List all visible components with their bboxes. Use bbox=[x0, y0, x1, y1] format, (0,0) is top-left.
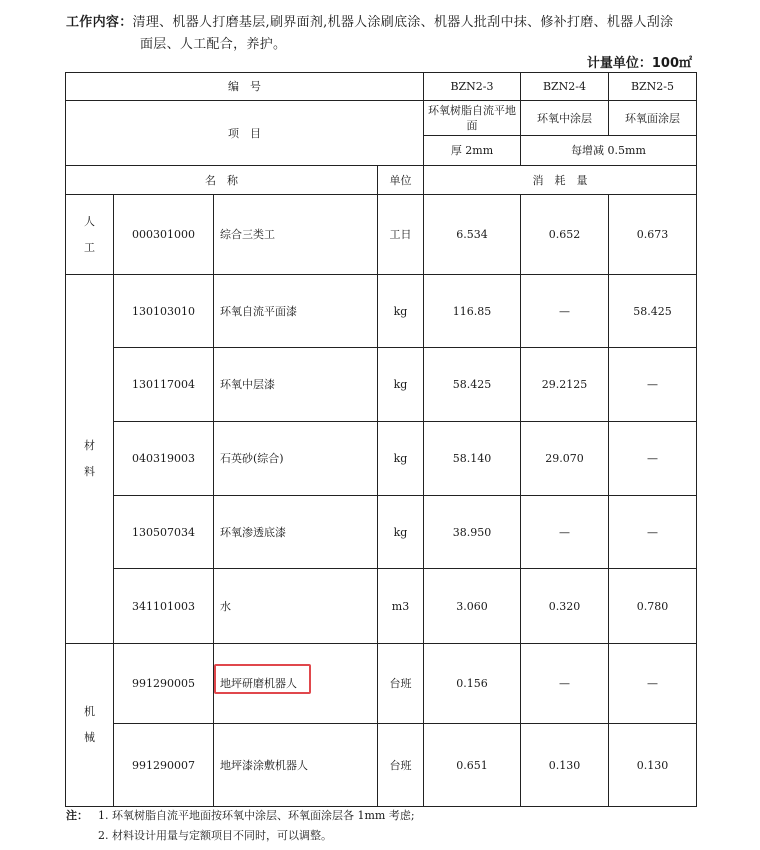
table-row bbox=[66, 724, 697, 807]
row-name: 地坪漆涂敷机器人 bbox=[214, 724, 378, 807]
work-content bbox=[66, 12, 706, 56]
table-row bbox=[66, 348, 697, 422]
row-name: 水 bbox=[214, 569, 378, 644]
row-unit: 台班 bbox=[378, 724, 424, 807]
row-value-3: 0.130 bbox=[609, 724, 697, 807]
row-name: 综合三类工 bbox=[214, 195, 378, 275]
row-name: 环氧中层漆 bbox=[214, 348, 378, 422]
item-col-2: 环氧中涂层 bbox=[521, 101, 609, 136]
row-value-1: 58.425 bbox=[424, 348, 521, 422]
header-name-row bbox=[66, 166, 697, 195]
row-value-2: — bbox=[521, 496, 609, 569]
row-code: 991290007 bbox=[114, 724, 214, 807]
row-unit: 工日 bbox=[378, 195, 424, 275]
note-item-1: 1. 环氧树脂自流平地面按环氧中涂层、环氧面涂层各 1mm 考虑; bbox=[98, 809, 415, 822]
quota-table bbox=[65, 72, 697, 807]
row-value-1: 116.85 bbox=[424, 275, 521, 348]
row-value-2: 0.652 bbox=[521, 195, 609, 275]
increment-cell: 每增减 0.5mm bbox=[521, 136, 697, 166]
name-label: 名 称 bbox=[66, 166, 378, 195]
code-col-3: BZN2-5 bbox=[609, 73, 697, 101]
item-label: 项 目 bbox=[66, 101, 424, 166]
work-content-line2: 面层、人工配合，养护。 bbox=[140, 37, 287, 52]
row-code: 000301000 bbox=[114, 195, 214, 275]
row-unit: kg bbox=[378, 275, 424, 348]
row-name: 环氧渗透底漆 bbox=[214, 496, 378, 569]
measurement-unit: 计量单位：100㎡ bbox=[586, 56, 692, 71]
row-unit: 台班 bbox=[378, 644, 424, 724]
category-machinery bbox=[66, 644, 114, 807]
table-row bbox=[66, 496, 697, 569]
code-col-1: BZN2-3 bbox=[424, 73, 521, 101]
row-value-1: 58.140 bbox=[424, 422, 521, 496]
item-col-3: 环氧面涂层 bbox=[609, 101, 697, 136]
row-unit: kg bbox=[378, 348, 424, 422]
work-content-label: 工作内容： bbox=[66, 15, 133, 30]
work-content-line1: 清理、机器人打磨基层,刷界面剂,机器人涂刷底涂、机器人批刮中抹、修补打磨、机器人刮涂 bbox=[132, 15, 674, 30]
row-value-2: 0.320 bbox=[521, 569, 609, 644]
row-value-1: 6.534 bbox=[424, 195, 521, 275]
unit-label: 单位 bbox=[378, 166, 424, 195]
row-value-1: 38.950 bbox=[424, 496, 521, 569]
table-row bbox=[66, 569, 697, 644]
row-value-1: 0.156 bbox=[424, 644, 521, 724]
category-label: 材 料 bbox=[84, 439, 95, 478]
row-value-3: 0.673 bbox=[609, 195, 697, 275]
category-material bbox=[66, 275, 114, 644]
code-col-2: BZN2-4 bbox=[521, 73, 609, 101]
table-row bbox=[66, 422, 697, 496]
notes bbox=[66, 806, 415, 846]
consumption-label: 消 耗 量 bbox=[424, 166, 697, 195]
row-value-3: 0.780 bbox=[609, 569, 697, 644]
row-code: 341101003 bbox=[114, 569, 214, 644]
table-row bbox=[66, 644, 697, 724]
table-row bbox=[66, 195, 697, 275]
row-name: 石英砂(综合) bbox=[214, 422, 378, 496]
table-row bbox=[66, 275, 697, 348]
row-code: 130507034 bbox=[114, 496, 214, 569]
row-value-2: — bbox=[521, 644, 609, 724]
row-name: 环氧自流平面漆 bbox=[214, 275, 378, 348]
row-name-highlighted bbox=[214, 644, 378, 724]
row-value-2: 29.2125 bbox=[521, 348, 609, 422]
row-value-2: — bbox=[521, 275, 609, 348]
note-item-2: 2. 材料设计用量与定额项目不同时，可以调整。 bbox=[98, 829, 332, 842]
row-value-3: — bbox=[609, 496, 697, 569]
header-item-row bbox=[66, 101, 697, 136]
row-value-1: 3.060 bbox=[424, 569, 521, 644]
highlight-box bbox=[214, 664, 311, 694]
thickness-cell: 厚 2mm bbox=[424, 136, 521, 166]
notes-label: 注： bbox=[66, 809, 88, 822]
row-value-3: — bbox=[609, 422, 697, 496]
category-labor bbox=[66, 195, 114, 275]
category-label: 人 工 bbox=[84, 214, 95, 254]
row-unit: m3 bbox=[378, 569, 424, 644]
row-code: 040319003 bbox=[114, 422, 214, 496]
row-code: 130103010 bbox=[114, 275, 214, 348]
header-code-row bbox=[66, 73, 697, 101]
code-label: 编 号 bbox=[66, 73, 424, 101]
row-value-3: 58.425 bbox=[609, 275, 697, 348]
row-unit: kg bbox=[378, 422, 424, 496]
row-value-3: — bbox=[609, 644, 697, 724]
row-code: 130117004 bbox=[114, 348, 214, 422]
row-unit: kg bbox=[378, 496, 424, 569]
row-value-2: 0.130 bbox=[521, 724, 609, 807]
item-col-1: 环氧树脂自流平地面 bbox=[424, 101, 521, 136]
row-name: 地坪研磨机器人 bbox=[220, 677, 297, 690]
row-value-3: — bbox=[609, 348, 697, 422]
row-value-2: 29.070 bbox=[521, 422, 609, 496]
category-label: 机 械 bbox=[84, 705, 95, 744]
row-value-1: 0.651 bbox=[424, 724, 521, 807]
row-code: 991290005 bbox=[114, 644, 214, 724]
